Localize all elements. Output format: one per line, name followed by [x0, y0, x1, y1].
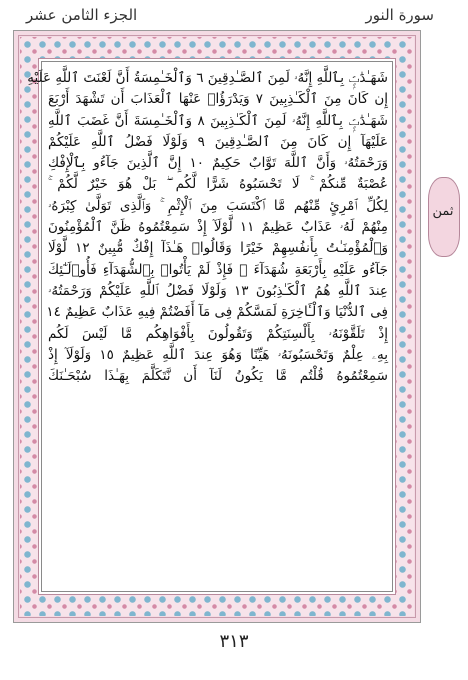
text-line: جَآءُو عَلَيْهِ بِأَرْبَعَةِ شُهَدَآءَ ۚ فَإِذْ لَمْ يَأْتُوا۟ بِٱلشُّهَدَآءِ فَأُو۟لَـٰٓئِكَ: [48, 261, 388, 278]
ornamental-border: [13, 30, 421, 623]
quran-text: [27, 68, 389, 387]
text-line: بِهِۦ عِلْمٌ وَتَحْسَبُونَهُۥ هَيِّنًا وَهُوَ عِندَ ٱللَّهِ عَظِيمٌ ١٥ وَلَوْلَآ إِذْ: [48, 346, 388, 363]
text-line: فِى ٱلدُّنْيَا وَٱلْـَٔاخِرَةِ لَمَسَّكُمْ فِى مَآ أَفَضْتُمْ فِيهِ عَذَابٌ عَظِيمٌ ١٤: [46, 304, 388, 321]
surah-title: سورة النور: [365, 6, 434, 24]
text-line: إِن كَانَ مِنَ ٱلْكَـٰذِبِينَ ٧ وَيَدْرَؤُا۟ عَنْهَا ٱلْعَذَابَ أَن تَشْهَدَ أَرْبَعَ: [48, 91, 388, 108]
text-line: سَمِعْتُمُوهُ قُلْتُم مَّا يَكُونُ لَنَآ أَن نَّتَكَلَّمَ بِهَـٰذَا سُبْحَـٰنَكَ: [48, 368, 388, 385]
text-line: وَٱلْمُؤْمِنَـٰتُ بِأَنفُسِهِمْ خَيْرًا وَقَالُوا۟ هَـٰذَآ إِفْكٌ مُّبِينٌ ١٢ لَّوْلَا: [48, 240, 388, 257]
text-line: شَهَـٰدَٰتٍۭ بِٱللَّهِ إِنَّهُۥ لَمِنَ ٱلصَّـٰدِقِينَ ٦ وَٱلْخَـٰمِسَةُ أَنَّ لَعْنَتَ ٱللَّهِ عَلَيْهِ: [27, 70, 388, 86]
text-line: لِكُلِّ ٱمْرِئٍ مِّنْهُم مَّا ٱكْتَسَبَ مِنَ ٱلْإِثْمِ ۚ وَٱلَّذِى تَوَلَّىٰ كِبْرَهُۥ: [48, 197, 388, 214]
text-line: وَرَحْمَتُهُۥ وَأَنَّ ٱللَّهَ تَوَّابٌ حَكِيمٌ ١٠ إِنَّ ٱلَّذِينَ جَآءُو بِٱلْإِفْكِ: [48, 155, 389, 172]
text-line: إِذْ تَلَقَّوْنَهُۥ بِأَلْسِنَتِكُمْ وَتَقُولُونَ بِأَفْوَاهِكُم مَّا لَيْسَ لَكُم: [48, 325, 388, 342]
text-line: مِنْهُمْ لَهُۥ عَذَابٌ عَظِيمٌ ١١ لَّوْلَآ إِذْ سَمِعْتُمُوهُ ظَنَّ ٱلْمُؤْمِنُونَ: [48, 219, 388, 236]
text-line: شَهَـٰدَٰتٍۭ بِٱللَّهِ إِنَّهُۥ لَمِنَ ٱلْكَـٰذِبِينَ ٨ وَٱلْخَـٰمِسَةَ أَنَّ غَضَبَ ٱللَّهِ: [48, 112, 388, 129]
text-line: عِندَ ٱللَّهِ هُمُ ٱلْكَـٰذِبُونَ ١٣ وَلَوْلَا فَضْلُ ٱللَّهِ عَلَيْكُمْ وَرَحْمَتُهُۥ: [48, 282, 388, 299]
hizb-marker-label: ثمن: [432, 204, 454, 219]
hizb-marker: [424, 171, 462, 261]
page-number: ٣١٣: [219, 631, 249, 652]
text-line: عُصْبَةٌ مِّنكُمْ ۚ لَا تَحْسَبُوهُ شَرًّا لَّكُم ۖ بَلْ هُوَ خَيْرٌ لَّكُمْ ۚ: [48, 176, 388, 193]
text-line: عَلَيْهَآ إِن كَانَ مِنَ ٱلصَّـٰدِقِينَ ٩ وَلَوْلَا فَضْلُ ٱللَّهِ عَلَيْكُمْ: [48, 133, 389, 150]
juz-title: الجزء الثامن عشر: [26, 6, 138, 24]
